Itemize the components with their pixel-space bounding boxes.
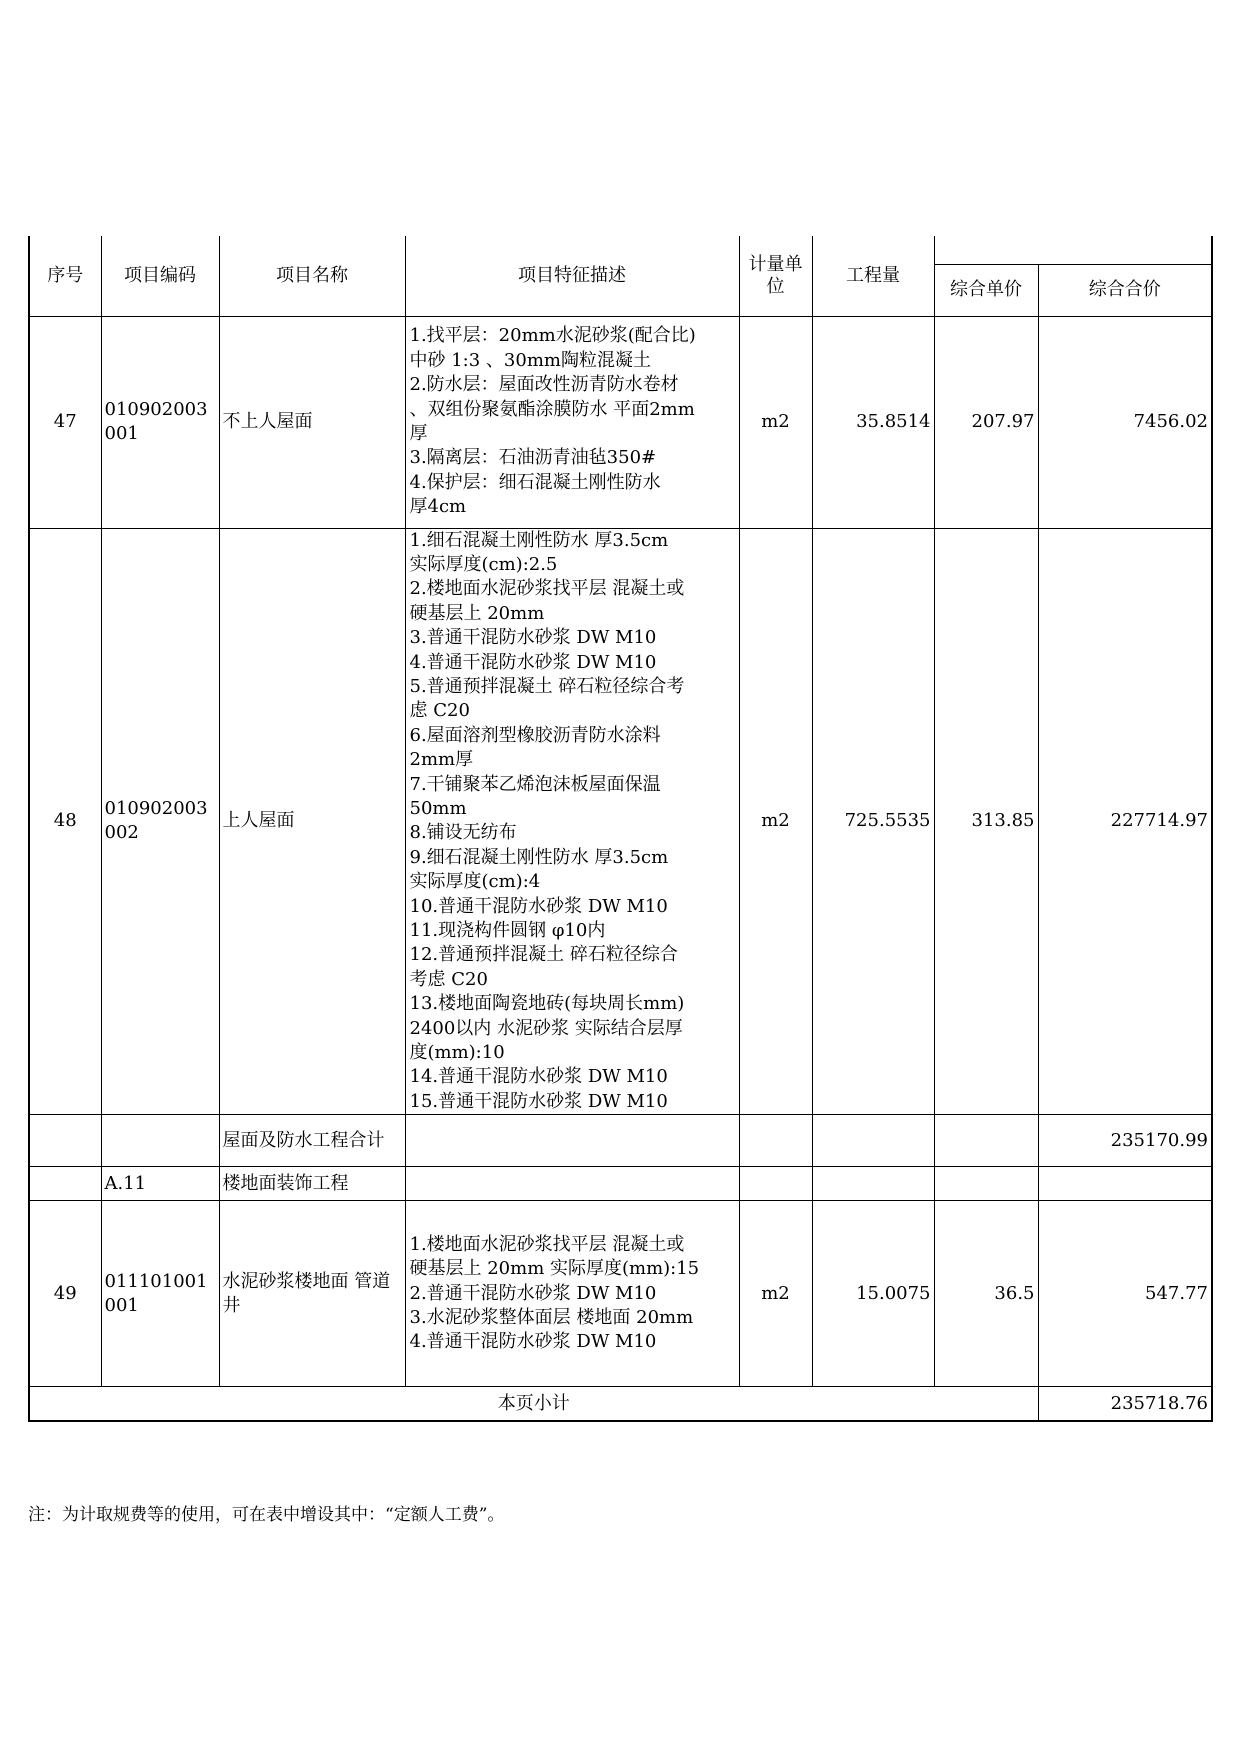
table-row (29, 316, 1212, 528)
empty-cell (1038, 1167, 1212, 1201)
row-unit-price: 313.85 (934, 528, 1038, 1115)
header-unit-price: 综合单价 (934, 264, 1038, 316)
row-unit-price: 207.97 (934, 316, 1038, 528)
desc-line: 1.楼地面水泥砂浆找平层 混凝土或 (409, 1233, 685, 1255)
desc-line: 厚 (409, 423, 428, 444)
row-total-price: 7456.02 (1038, 316, 1212, 528)
desc-line: 2400以内 水泥砂浆 实际结合层厚 (409, 1017, 683, 1039)
row-code: 010902003002 (101, 528, 219, 1115)
row-total-price: 227714.97 (1038, 528, 1212, 1115)
table-row (29, 528, 1212, 1115)
row-seq: 49 (29, 1201, 101, 1387)
desc-line: 2.楼地面水泥砂浆找平层 混凝土或 (409, 578, 685, 600)
empty-cell (812, 1115, 934, 1167)
desc-line: 实际厚度(cm):2.5 (409, 553, 558, 575)
desc-line: 中砂 1:3 、30mm陶粒混凝土 (409, 349, 651, 371)
empty-cell (739, 1167, 812, 1201)
desc-line: 2mm厚 (409, 749, 474, 771)
header-seq: 序号 (29, 236, 101, 316)
bill-of-quantities-table (28, 236, 1213, 1422)
header-qty: 工程量 (812, 236, 934, 316)
row-name: 上人屋面 (219, 528, 405, 1115)
empty-cell (934, 1167, 1038, 1201)
empty-cell (101, 1115, 219, 1167)
row-code: 010902003001 (101, 316, 219, 528)
empty-cell (29, 1115, 101, 1167)
table-row (29, 1201, 1212, 1387)
subtotal-name: 屋面及防水工程合计 (219, 1115, 405, 1167)
page-subtotal-row (29, 1387, 1212, 1421)
desc-line: 硬基层上 20mm 实际厚度(mm):15 (409, 1258, 700, 1280)
section-name: 楼地面装饰工程 (219, 1167, 405, 1201)
desc-line: 4.普通干混防水砂浆 DW M10 (409, 651, 657, 673)
page-subtotal-total-price: 235718.76 (1038, 1387, 1212, 1421)
desc-line: 、双组份聚氨酯涂膜防水 平面2mm (409, 398, 695, 420)
desc-line: 14.普通干混防水砂浆 DW M10 (409, 1066, 668, 1088)
row-description (405, 1201, 739, 1387)
row-qty: 15.0075 (812, 1201, 934, 1387)
empty-cell (812, 1167, 934, 1201)
desc-line: 15.普通干混防水砂浆 DW M10 (409, 1090, 668, 1112)
header-code: 项目编码 (101, 236, 219, 316)
header-amount-group (934, 236, 1212, 264)
footnote: 注：为计取规费等的使用，可在表中增设其中：“定额人工费”。 (28, 1505, 505, 1525)
page-subtotal-label: 本页小计 (29, 1387, 1038, 1421)
row-seq: 47 (29, 316, 101, 528)
header-row-1 (29, 236, 1212, 264)
desc-line: 实际厚度(cm):4 (409, 871, 541, 893)
empty-cell (739, 1115, 812, 1167)
desc-line: 3.普通干混防水砂浆 DW M10 (409, 627, 657, 649)
row-qty: 725.5535 (812, 528, 934, 1115)
empty-cell (29, 1167, 101, 1201)
row-unit: m2 (739, 528, 812, 1115)
header-unit: 计量单位 (739, 236, 812, 316)
desc-line: 11.现浇构件圆钢 φ10内 (409, 920, 606, 941)
desc-line: 硬基层上 20mm (409, 602, 545, 624)
empty-cell (405, 1167, 739, 1201)
desc-line: 1.找平层：20mm水泥砂浆(配合比) (409, 325, 696, 347)
empty-cell (405, 1115, 739, 1167)
desc-line: 1.细石混凝土刚性防水 厚3.5cm (409, 529, 669, 551)
row-qty: 35.8514 (812, 316, 934, 528)
empty-cell (934, 1115, 1038, 1167)
desc-line: 13.楼地面陶瓷地砖(每块周长mm) (409, 993, 685, 1015)
desc-line: 50mm (409, 797, 467, 819)
row-name: 不上人屋面 (219, 316, 405, 528)
row-description (405, 528, 739, 1115)
desc-line: 虑 C20 (409, 700, 470, 722)
row-name: 水泥砂浆楼地面 管道井 (219, 1201, 405, 1387)
desc-line: 2.防水层：屋面改性沥青防水卷材 (409, 374, 679, 396)
desc-line: 3.水泥砂浆整体面层 楼地面 20mm (409, 1306, 694, 1328)
desc-line: 12.普通预拌混凝土 碎石粒径综合 (409, 944, 678, 966)
desc-line: 8.铺设无纺布 (409, 822, 517, 844)
desc-line: 7.干铺聚苯乙烯泡沫板屋面保温 (409, 773, 661, 795)
desc-line: 3.隔离层：石油沥青油毡350# (409, 447, 657, 469)
header-desc: 项目特征描述 (405, 236, 739, 316)
row-unit: m2 (739, 1201, 812, 1387)
header-total-price: 综合合价 (1038, 264, 1212, 316)
bill-of-quantities-sheet (28, 236, 1211, 1422)
section-row (29, 1167, 1212, 1201)
desc-line: 6.屋面溶剂型橡胶沥青防水涂料 (409, 724, 661, 746)
row-total-price: 547.77 (1038, 1201, 1212, 1387)
row-unit: m2 (739, 316, 812, 528)
desc-line: 10.普通干混防水砂浆 DW M10 (409, 895, 668, 917)
desc-line: 4.保护层：细石混凝土刚性防水 (409, 471, 661, 493)
desc-line: 9.细石混凝土刚性防水 厚3.5cm (409, 846, 669, 868)
subtotal-row-roof (29, 1115, 1212, 1167)
row-unit-price: 36.5 (934, 1201, 1038, 1387)
desc-line: 度(mm):10 (409, 1042, 505, 1064)
subtotal-total-price: 235170.99 (1038, 1115, 1212, 1167)
header-name: 项目名称 (219, 236, 405, 316)
section-code: A.11 (101, 1167, 219, 1201)
desc-line: 考虑 C20 (409, 968, 488, 990)
row-code: 011101001001 (101, 1201, 219, 1387)
row-seq: 48 (29, 528, 101, 1115)
desc-line: 厚4cm (409, 496, 467, 518)
desc-line: 2.普通干混防水砂浆 DW M10 (409, 1282, 657, 1304)
desc-line: 4.普通干混防水砂浆 DW M10 (409, 1331, 657, 1353)
row-description (405, 316, 739, 528)
desc-line: 5.普通预拌混凝土 碎石粒径综合考 (409, 675, 685, 697)
